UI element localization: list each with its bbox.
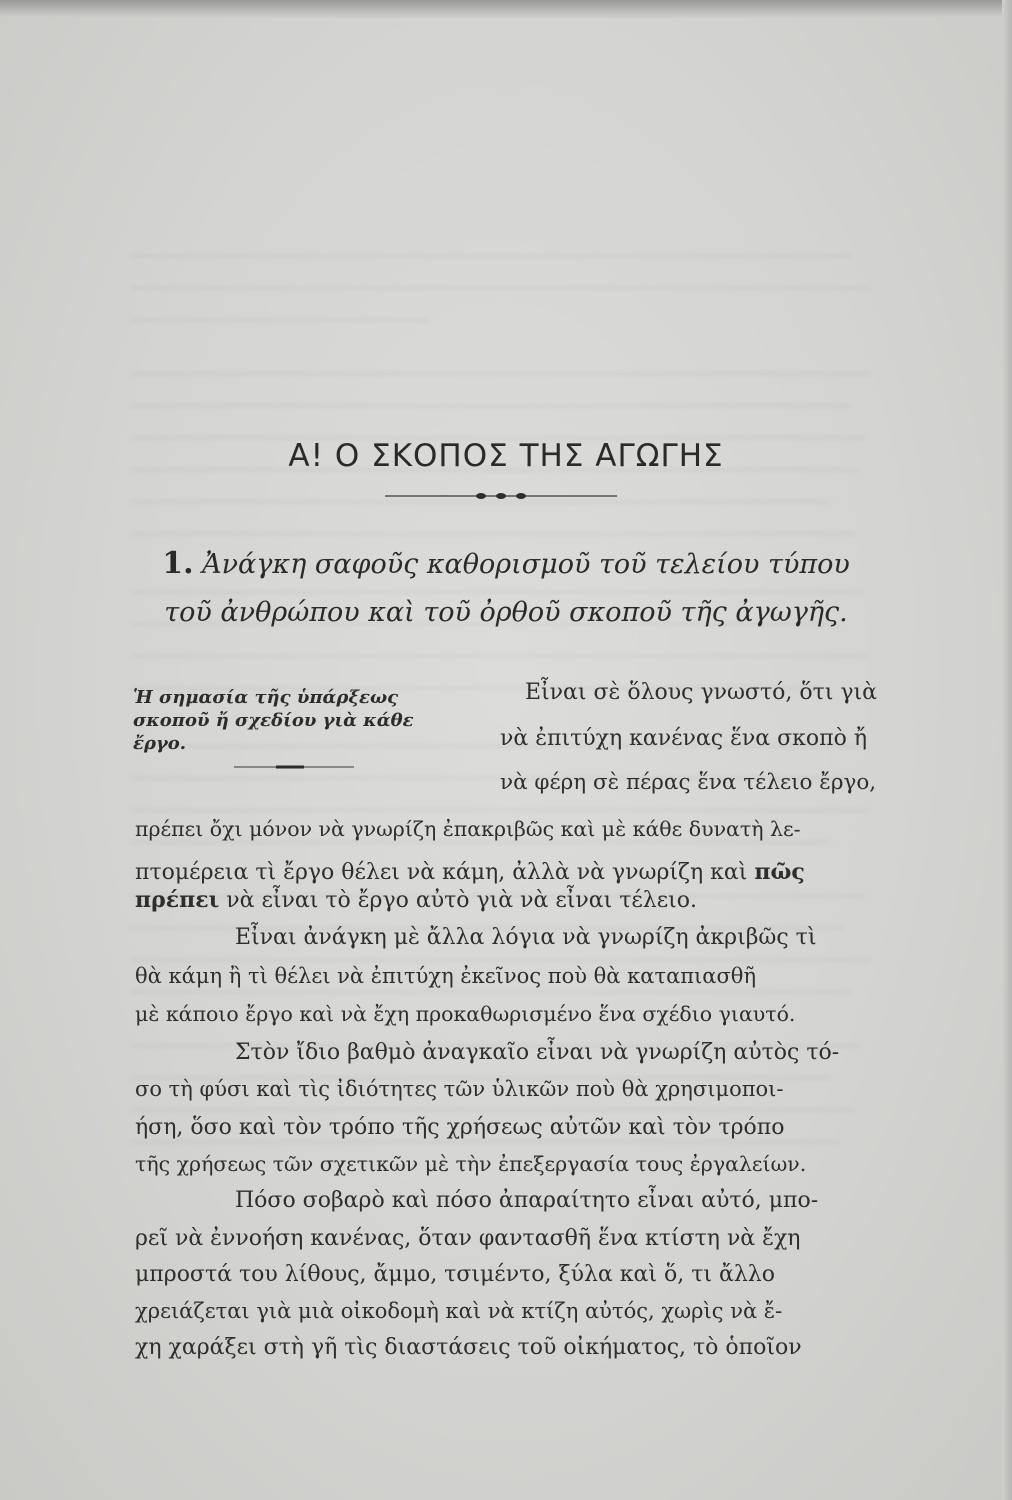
body-line-text: νὰ εἶναι τὸ ἔργο αὐτὸ γιὰ νὰ εἶναι τέλειο. bbox=[226, 888, 697, 913]
section-heading bbox=[0, 540, 1012, 637]
body-line: ήση, ὅσο καὶ τὸν τρόπο τῆς χρήσεως αὐτῶν καὶ τὸν τρόπο bbox=[135, 1115, 785, 1140]
section-heading-line-1 bbox=[0, 540, 1012, 589]
body-line: πρέπει ὄχι μόνον νὰ γνωρίζη ἐπακριβῶς καὶ μὲ κάθε δυνατὴ λε- bbox=[135, 817, 801, 841]
section-title-line-1: Ἀνάγκη σαφοῦς καθορισμοῦ τοῦ τελείου τύπου bbox=[202, 549, 850, 580]
body-line: ρεῖ νὰ ἐννοήση κανένας, ὅταν φαντασθῆ ἕνα κτίστη νὰ ἔχη bbox=[135, 1226, 801, 1251]
body-line bbox=[135, 887, 697, 913]
body-line: Στὸν ἴδιο βαθμὸ ἀναγκαῖο εἶναι νὰ γνωρίζη αὐτὸς τό- bbox=[235, 1040, 840, 1065]
section-title-line-2: τοῦ ἀνθρώπου καὶ τοῦ ὀρθοῦ σκοποῦ τῆς ἀγωγῆς. bbox=[164, 597, 848, 628]
body-line: μπροστά του λίθους, ἄμμο, τσιμέντο, ξύλα καὶ ὅ, τι ἄλλο bbox=[135, 1262, 775, 1287]
emphasized-word: πρέπει bbox=[135, 887, 220, 913]
body-line bbox=[135, 859, 805, 885]
section-number: 1. bbox=[162, 546, 194, 581]
body-line: Εἶναι σὲ ὅλους γνωστό, ὅτι γιὰ bbox=[525, 680, 878, 705]
chapter-title: Α! Ο ΣΚΟΠΟΣ ΤΗΣ ΑΓΩΓΗΣ bbox=[288, 438, 724, 474]
emphasized-word: πῶς bbox=[754, 859, 805, 885]
body-line: σο τὴ φύσι καὶ τὶς ἰδιότητες τῶν ὑλικῶν ποὺ θὰ χρησιμοποι- bbox=[135, 1077, 784, 1101]
margin-sidenote: Ἡ σημασία τῆς ὑπάρξεως σκοποῦ ἤ σχεδίου γιὰ κάθε ἔργο. bbox=[133, 687, 414, 754]
page-right-edge bbox=[1002, 0, 1012, 1500]
body-line: χρειάζεται γιὰ μιὰ οἰκοδομὴ καὶ νὰ κτίζη αὐτός, χωρὶς νὰ ἔ- bbox=[135, 1299, 783, 1323]
body-line: νὰ φέρη σὲ πέρας ἕνα τέλειο ἔργο, bbox=[500, 770, 877, 795]
title-ornament-rule bbox=[385, 489, 617, 503]
body-line: θὰ κάμη ἢ τὶ θέλει νὰ ἐπιτύχη ἐκεῖνος ποὺ θὰ καταπιασθῆ bbox=[135, 964, 757, 988]
body-line-text: πτομέρεια τὶ ἔργο θέλει νὰ κάμη, ἀλλὰ νὰ γνωρίζη καὶ bbox=[135, 860, 748, 885]
sidenote-dash-rule bbox=[234, 764, 354, 770]
body-line: Πόσο σοβαρὸ καὶ πόσο ἀπαραίτητο εἶναι αὐτό, μπο- bbox=[235, 1188, 819, 1213]
body-line: χη χαράξει στὴ γῆ τὶς διαστάσεις τοῦ οἰκήματος, τὸ ὁποῖον bbox=[135, 1335, 802, 1360]
body-line: Εἶναι ἀνάγκη μὲ ἄλλα λόγια νὰ γνωρίζη ἀκριβῶς τὶ bbox=[235, 925, 817, 950]
body-line: τῆς χρήσεως τῶν σχετικῶν μὲ τὴν ἐπεξεργασία τους ἐργαλείων. bbox=[135, 1152, 807, 1176]
body-line: μὲ κάποιο ἔργο καὶ νὰ ἔχη προκαθωρισμένο ἕνα σχέδιο γιαυτό. bbox=[135, 1002, 796, 1026]
body-line: νὰ ἐπιτύχη κανένας ἕνα σκοπὸ ἤ bbox=[500, 726, 868, 751]
page-top-edge bbox=[0, 0, 1012, 18]
